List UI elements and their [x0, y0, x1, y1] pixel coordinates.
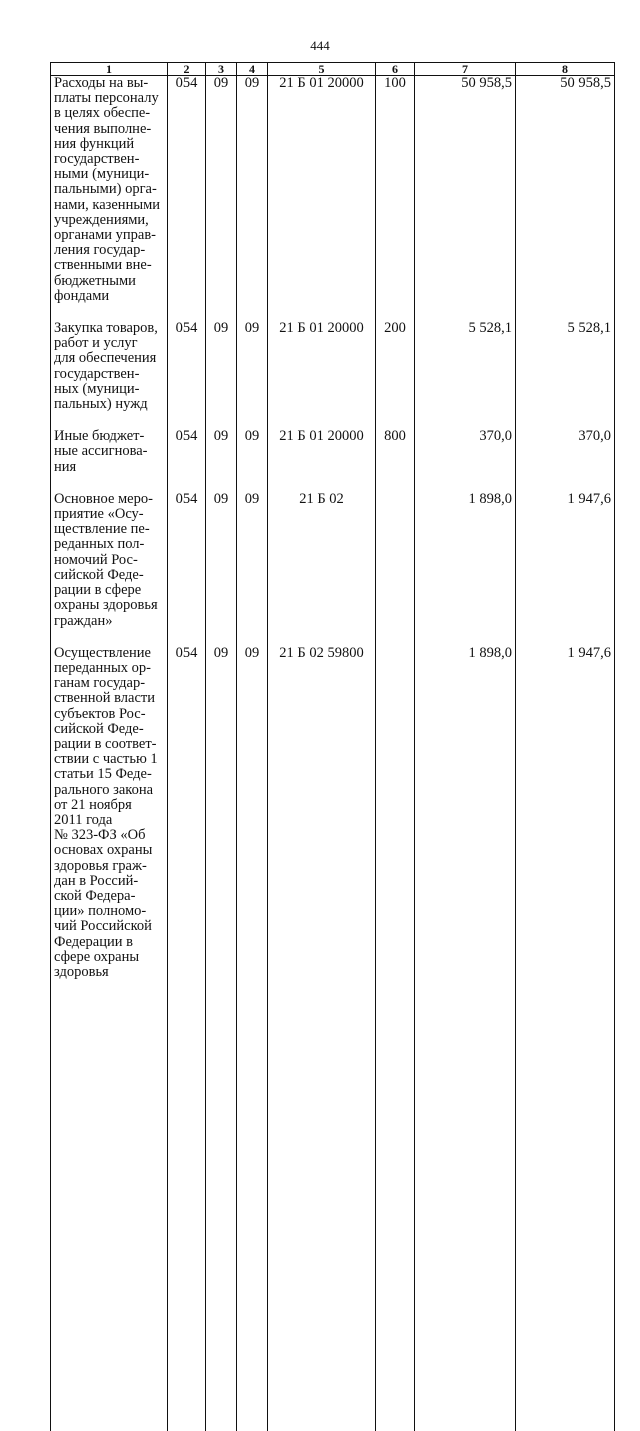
row-amount-year-1: 1 898,0 [415, 646, 516, 1431]
table-body [51, 76, 615, 1431]
row-admin-code: 054 [168, 492, 206, 646]
row-expense-type [376, 492, 415, 646]
row-expense-type: 100 [376, 76, 415, 322]
row-amount-year-1: 1 898,0 [415, 492, 516, 646]
row-amount-year-2: 50 958,5 [516, 76, 615, 322]
row-amount-year-1: 50 958,5 [415, 76, 516, 322]
column-header-2: 2 [168, 63, 206, 76]
table-row [51, 429, 615, 492]
page-number: 444 [310, 38, 330, 53]
row-expense-type: 200 [376, 321, 415, 429]
row-amount-year-2: 1 947,6 [516, 646, 615, 1431]
table-row [51, 321, 615, 429]
row-subsection: 09 [237, 76, 268, 322]
row-subsection: 09 [237, 646, 268, 1431]
row-name: Основное меро- приятие «Осу- ществление пе- реданных пол- номочий Рос- сийской Феде- рации в сфере охраны здоровья граждан» [51, 492, 168, 646]
column-header-1: 1 [51, 63, 168, 76]
row-subsection: 09 [237, 492, 268, 646]
column-header-6: 6 [376, 63, 415, 76]
row-target-article: 21 Б 01 20000 [268, 76, 376, 322]
row-name: Иные бюджет- ные ассигнова- ния [51, 429, 168, 492]
row-amount-year-2: 5 528,1 [516, 321, 615, 429]
column-header-5: 5 [268, 63, 376, 76]
row-target-article: 21 Б 02 [268, 492, 376, 646]
row-section: 09 [206, 76, 237, 322]
row-section: 09 [206, 492, 237, 646]
row-amount-year-1: 5 528,1 [415, 321, 516, 429]
table-row [51, 76, 615, 322]
row-target-article: 21 Б 01 20000 [268, 321, 376, 429]
column-header-7: 7 [415, 63, 516, 76]
column-header-4: 4 [237, 63, 268, 76]
row-admin-code: 054 [168, 429, 206, 492]
header-row [51, 63, 615, 76]
row-expense-type [376, 646, 415, 1431]
row-amount-year-1: 370,0 [415, 429, 516, 492]
row-admin-code: 054 [168, 321, 206, 429]
table-row [51, 492, 615, 646]
row-name: Осуществление переданных ор- ганам государ- ственной власти субъектов Рос- сийской Феде- рации в соответ- ствии с частью 1 статьи 15 Феде- рального закона от 21 ноября 2011 года № 323-ФЗ «Об основах охраны здоровья граж- дан в Россий- ской Федера- ции» полномо- чий Российской Федерации в сфере охраны здоровья [51, 646, 168, 1431]
row-subsection: 09 [237, 429, 268, 492]
row-section: 09 [206, 321, 237, 429]
row-section: 09 [206, 646, 237, 1431]
table-row [51, 646, 615, 1431]
row-admin-code: 054 [168, 76, 206, 322]
budget-table [50, 62, 615, 1431]
row-expense-type: 800 [376, 429, 415, 492]
row-subsection: 09 [237, 321, 268, 429]
row-amount-year-2: 370,0 [516, 429, 615, 492]
row-name: Расходы на вы- платы персоналу в целях обеспе- чения выполне- ния функций государствен- ными (муници- пальными) орга- нами, казенными учреждениями, органами управ- ления государ- ственными вне- бюджетными фондами [51, 76, 168, 322]
row-admin-code: 054 [168, 646, 206, 1431]
row-target-article: 21 Б 01 20000 [268, 429, 376, 492]
row-amount-year-2: 1 947,6 [516, 492, 615, 646]
row-section: 09 [206, 429, 237, 492]
row-name: Закупка товаров, работ и услуг для обеспечения государствен- ных (муници- пальных) нужд [51, 321, 168, 429]
column-header-3: 3 [206, 63, 237, 76]
column-header-8: 8 [516, 63, 615, 76]
row-target-article: 21 Б 02 59800 [268, 646, 376, 1431]
